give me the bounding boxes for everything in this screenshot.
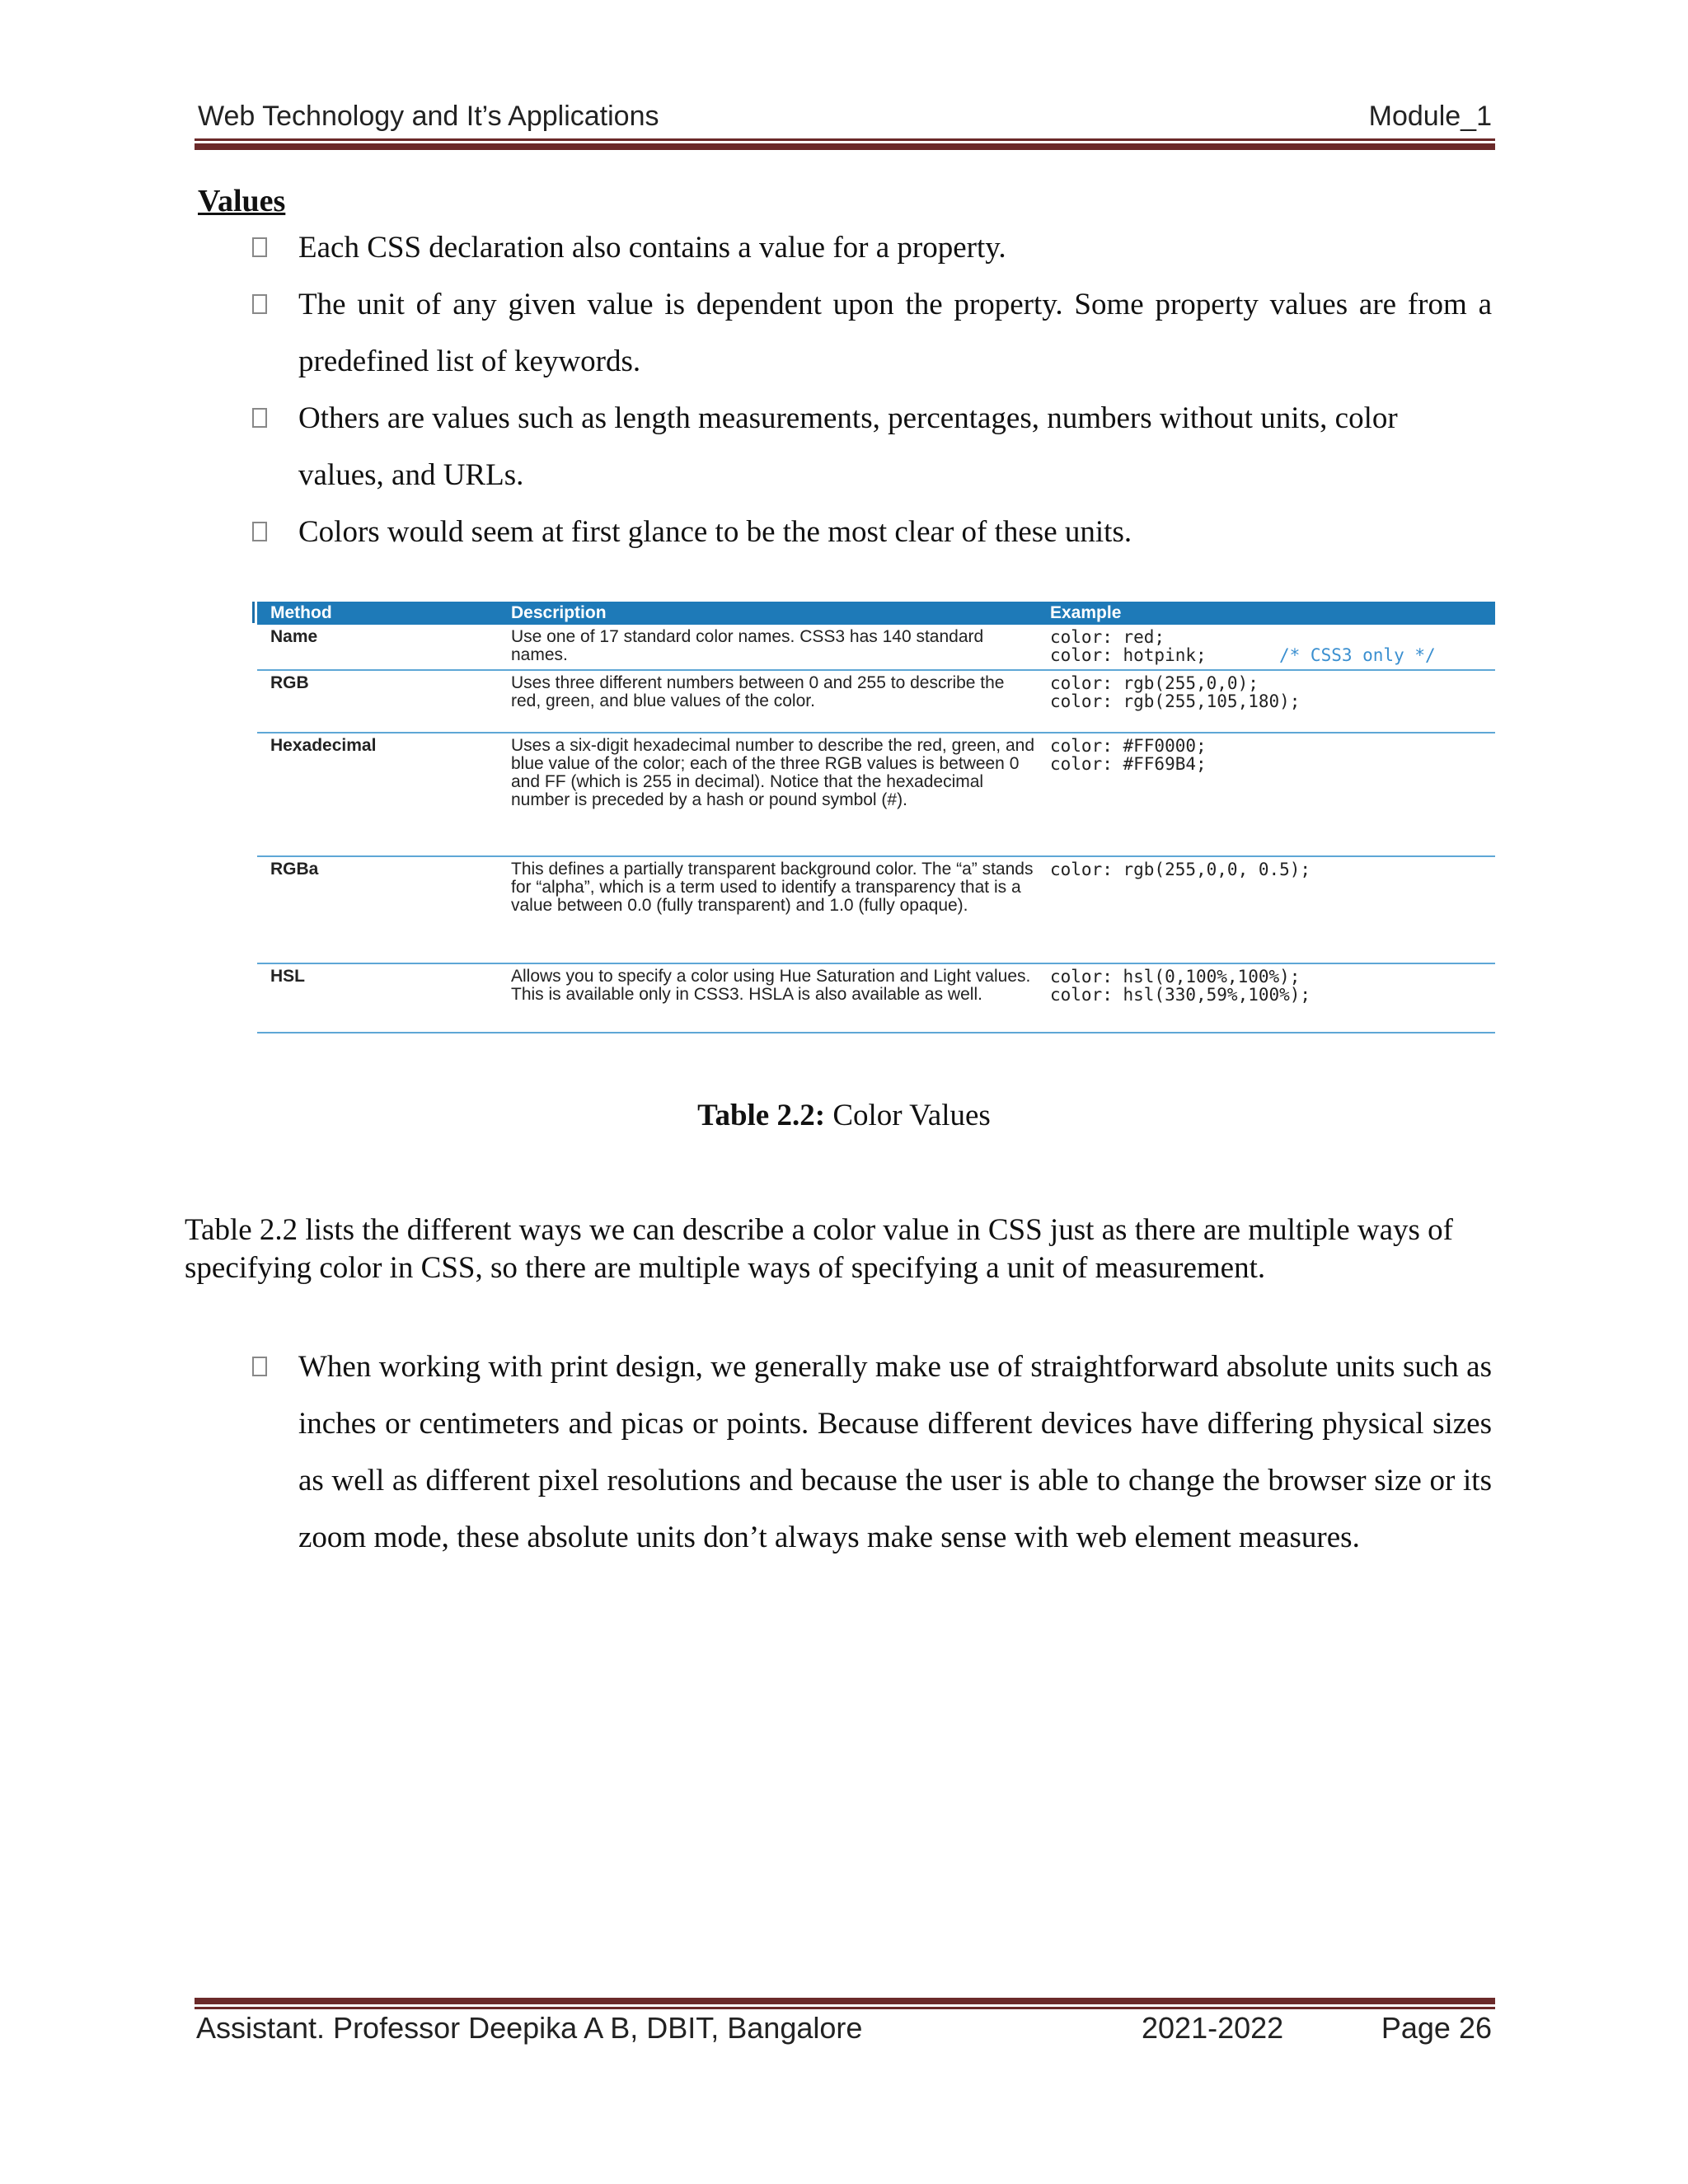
bullet-text: Others are values such as length measurements, percentages, numbers without units, color values, and URLs. xyxy=(298,401,1398,492)
bullet-text: The unit of any given value is dependent upon the property. Some property values are from a predefined list of keywords. xyxy=(298,288,1492,378)
footer-year: 2021-2022 xyxy=(1142,2011,1284,2045)
table-row xyxy=(257,733,1495,857)
bullet-box-icon xyxy=(252,522,267,541)
table-header-cell: Example xyxy=(1050,603,1122,622)
body-paragraph: Table 2.2 lists the different ways we can describe a color value in CSS just as there are multiple ways of specifying color in CSS, so there are multiple ways of specifying a unit of measurement. xyxy=(185,1213,1453,1285)
bullet-text: Colors would seem at first glance to be the most clear of these units. xyxy=(298,515,1132,549)
table-header-cell: Method xyxy=(270,603,332,622)
table-caption xyxy=(0,1098,1688,1133)
table-row xyxy=(257,625,1495,671)
example-comment: /* CSS3 only */ xyxy=(1279,645,1436,665)
color-values-table xyxy=(252,602,1495,1040)
header-rule-thick xyxy=(195,143,1495,150)
footer-author: Assistant. Professor Deepika A B, DBIT, Bangalore xyxy=(196,2011,863,2045)
method-cell: Hexadecimal xyxy=(270,736,377,755)
method-cell: HSL xyxy=(270,967,305,986)
table-row xyxy=(257,964,1495,1033)
table-header-cell: Description xyxy=(511,603,607,622)
page-footer xyxy=(196,2011,1492,2052)
example-cell: color: hsl(0,100%,100%); color: hsl(330,59%,100%); xyxy=(1050,967,1311,1005)
description-cell: Allows you to specify a color using Hue Saturation and Light values. This is available only in CSS3. HSLA is also available as well. xyxy=(511,967,1031,1004)
section-title: Values xyxy=(198,184,286,218)
footer-rule-thin xyxy=(195,2007,1495,2009)
bullet-box-icon xyxy=(252,408,267,428)
table-header-row xyxy=(257,602,1495,625)
description-cell: Uses a six-digit hexadecimal number to describe the red, green, and blue value of the color; each of the three RGB values is between 0 and FF (which is 255 in decimal). Notice that the hexadecimal number is preceded by a hash or pound symbol (#). xyxy=(511,736,1035,809)
page-header xyxy=(198,101,1492,142)
description-cell: Uses three different numbers between 0 and 255 to describe the red, green, and blue values of the color. xyxy=(511,673,1005,710)
bullet-text: Each CSS declaration also contains a value for a property. xyxy=(298,231,1006,265)
header-rule-thin xyxy=(195,138,1495,141)
table-left-bar xyxy=(252,602,255,623)
bullet-text: When working with print design, we generally make use of straightforward absolute units such as inches or centimeters and picas or points. Because different devices have differing physical sizes as well as different pixel resolutions and because the user is able to change the browser size or its zoom mode, these absolute units don’t always make sense with web element measures. xyxy=(298,1350,1492,1554)
footer-page-number: Page 26 xyxy=(1381,2011,1492,2045)
caption-text: Color Values xyxy=(832,1099,991,1132)
document-title: Web Technology and It’s Applications xyxy=(198,101,659,132)
bullet-box-icon xyxy=(252,294,267,314)
footer-rule-thick xyxy=(195,1998,1495,2004)
table-row xyxy=(257,671,1495,733)
example-cell: color: rgb(255,0,0); color: rgb(255,105,180); xyxy=(1050,673,1301,711)
example-code: color: red; color: hotpink; xyxy=(1050,627,1207,665)
method-cell: RGB xyxy=(270,673,309,692)
description-cell: Use one of 17 standard color names. CSS3 has 140 standard names. xyxy=(511,627,984,664)
description-cell: This defines a partially transparent background color. The “a” stands for “alpha”, which is a term used to identify a transparency that is a value between 0.0 (fully transparent) and 1.0 (fully opaque). xyxy=(511,860,1034,915)
module-label: Module_1 xyxy=(1368,101,1492,132)
bullet-box-icon xyxy=(252,237,267,257)
example-cell: color: #FF0000; color: #FF69B4; xyxy=(1050,736,1207,774)
example-cell: color: rgb(255,0,0, 0.5); xyxy=(1050,860,1311,879)
row-divider xyxy=(257,1032,1495,1033)
caption-label: Table 2.2: xyxy=(697,1099,826,1132)
table-row xyxy=(257,857,1495,964)
method-cell: Name xyxy=(270,627,318,646)
method-cell: RGBa xyxy=(270,860,319,879)
bullet-box-icon xyxy=(252,1357,267,1376)
